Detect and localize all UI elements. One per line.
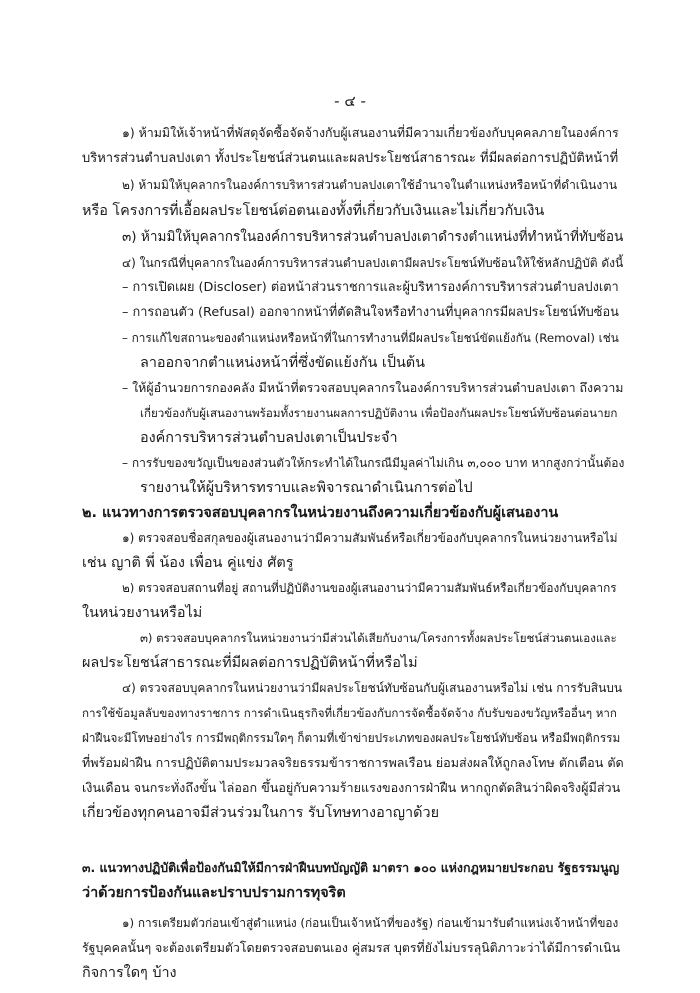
s3-heading-line1: ๓. แนวทางปฏิบัติเพื่อป้องกันมิให้มีการฝ่าฝืนบทบัญญัติ มาตรา ๑๐๐ แห่งกฎหมายประกอบ รัฐธรรมนูญ [82,860,620,875]
page-number: - ๔ - [334,92,366,110]
s3-heading-line2: ว่าด้วยการป้องกันและปราบปรามการทุจริต [82,885,346,901]
s2-item4-line1: ๔) ตรวจสอบบุคลากรในหน่วยงานว่ามีผลประโยชน์ทับซ้อนกับผู้เสนองานหรือไม่ เช่น การรับสินบน [122,681,623,695]
s2-item2-line2: ในหน่วยงานหรือไม่ [82,605,203,621]
s1-bullet1: – การเปิดเผย (Discloser) ต่อหน้าส่วนราชการและผู้บริหารองค์การบริหารส่วนตำบลปงเตา [122,280,619,295]
s2-item4-line5: เงินเดือน จนกระทั่งถึงขั้น ไล่ออก ขึ้นอยู่กับความร้ายแรงของการฝ่าฝืน หากถูกตัดสินว่าผิดจริงผู้มีส่วน [82,780,621,795]
s1-item2-line1: ๒) ห้ามมิให้บุคลากรในองค์การบริหารส่วนตำบลปงเตาใช้อำนาจในตำแหน่งหรือหน้าที่ดำเนินงาน [122,178,618,192]
s2-item4-line6: เกี่ยวข้องทุกคนอาจมีส่วนร่วมในการ รับโทษทางอาญาด้วย [82,805,439,821]
s3-item1-line2: รัฐบุคคลนั้นๆ จะต้องเตรียมตัวโดยตรวจสอบตนเอง คู่สมรส บุตรที่ยังไม่บรรลุนิติภาวะว่าได้มีการดำเนิน [82,940,621,955]
s3-item1-line1: ๑) การเตรียมตัวก่อนเข้าสู่ตำแหน่ง (ก่อนเป็นเจ้าหน้าที่ของรัฐ) ก่อนเข้ามารับตำแหน่งเจ้าหน้าที่ของ [122,916,619,930]
s2-item2-line1: ๒) ตรวจสอบสถานที่อยู่ สถานที่ปฏิบัติงานของผู้เสนองานว่ามีความสัมพันธ์หรือเกี่ยวข้องกับบุคลากร [122,581,617,595]
s3-item1-line3: กิจการใดๆ บ้าง [82,965,177,981]
s2-item1-line1: ๑) ตรวจสอบชื่อสกุลของผู้เสนองานว่ามีความสัมพันธ์หรือเกี่ยวข้องกับบุคลากรในหน่วยงานหรือไม่ [122,531,618,545]
s1-bullet5-line1: – การรับของขวัญเป็นของส่วนตัวให้กระทำได้ในกรณีมีมูลค่าไม่เกิน ๓,๐๐๐ บาท หากสูงกว่านั้นต้อง [122,456,625,470]
s2-item4-line4: ที่พร้อมฝ่าฝืน การปฏิบัติตามประมวลจริยธรรมข้าราชการพลเรือน ย่อมส่งผลให้ถูกลงโทษ ตักเตือน ตัด [82,755,624,770]
s2-item3-line2: ผลประโยชน์สาธารณะที่มีผลต่อการปฏิบัติหน้าที่หรือไม่ [82,655,418,671]
s1-item1-line2: บริหารส่วนตำบลปงเตา ทั้งประโยชน์ส่วนตนและผลประโยชน์สาธารณะ ที่มีผลต่อการปฏิบัติหน้าที่ [82,151,619,166]
s1-bullet4-line2: เกี่ยวข้องกับผู้เสนองานพร้อมทั้งรายงานผลการปฏิบัติงาน เพื่อป้องกันผลประโยชน์ทับซ้อนต่อนายก [140,406,618,420]
s1-item1-line1: ๑) ห้ามมิให้เจ้าหน้าที่พัสดุจัดซื้อจัดจ้างกับผู้เสนองานที่มีความเกี่ยวข้องกับบุคคลภายในองค์การ [122,125,619,140]
s1-item4: ๔) ในกรณีที่บุคลากรในองค์การบริหารส่วนตำบลปงเตามีผลประโยชน์ทับซ้อนให้ใช้หลักปฏิบัติ ดังนี้ [122,256,624,270]
s1-bullet2: – การถอนตัว (Refusal) ออกจากหน้าที่ตัดสินใจหรือทำงานที่บุคลากรมีผลประโยชน์ทับซ้อน [122,305,619,320]
s2-item4-line2: การใช้ข้อมูลลับของทางราชการ การดำเนินธุรกิจที่เกี่ยวข้องกับการจัดซื้อจัดจ้าง กับรับของขวัญหรืออื่นๆ หาก [82,706,617,720]
s1-bullet3-line1: – การแก้ไขสถานะของตำแหน่งหรือหน้าที่ในการทำงานที่มีผลประโยชน์ขัดแย้งกัน (Removal) เช่น [122,331,619,345]
s1-bullet5-line2: รายงานให้ผู้บริหารทราบและพิจารณาดำเนินการต่อไป [140,480,473,496]
s2-heading: ๒. แนวทางการตรวจสอบบุคลากรในหน่วยงานถึงความเกี่ยวข้องกับผู้เสนองาน [82,505,559,521]
s1-item3: ๓) ห้ามมิให้บุคลากรในองค์การบริหารส่วนตำบลปงเตาดำรงตำแหน่งที่ทำหน้าที่ทับซ้อน [122,229,624,245]
s1-bullet3-line2: ลาออกจากตำแหน่งหน้าที่ซึ่งขัดแย้งกัน เป็นต้น [140,355,425,371]
s1-bullet4-line1: – ให้ผู้อำนวยการกองคลัง มีหน้าที่ตรวจสอบบุคลากรในองค์การบริหารส่วนตำบลปงเตา ถึงความ [122,380,624,395]
s2-item3-line1: ๓) ตรวจสอบบุคลากรในหน่วยงานว่ามีส่วนได้เสียกับงาน/โครงการทั้งผลประโยชน์ส่วนตนเองและ [140,631,617,645]
s1-item2-line2: หรือ โครงการที่เอื้อผลประโยชน์ต่อตนเองทั้งที่เกี่ยวกับเงินและไม่เกี่ยวกับเงิน [82,203,545,219]
s2-item1-line2: เช่น ญาติ พี่ น้อง เพื่อน คู่แข่ง ศัตรู [82,555,294,571]
s2-item4-line3: ฝ่าฝืนจะมีโทษอย่างไร การมีพฤติกรรมใดๆ ก็ตามที่เข้าข่ายประเภทของผลประโยชน์ทับซ้อน หรือมีพฤติกรรม [82,731,621,745]
s1-bullet4-line3: องค์การบริหารส่วนตำบลปงเตาเป็นประจำ [140,430,398,446]
